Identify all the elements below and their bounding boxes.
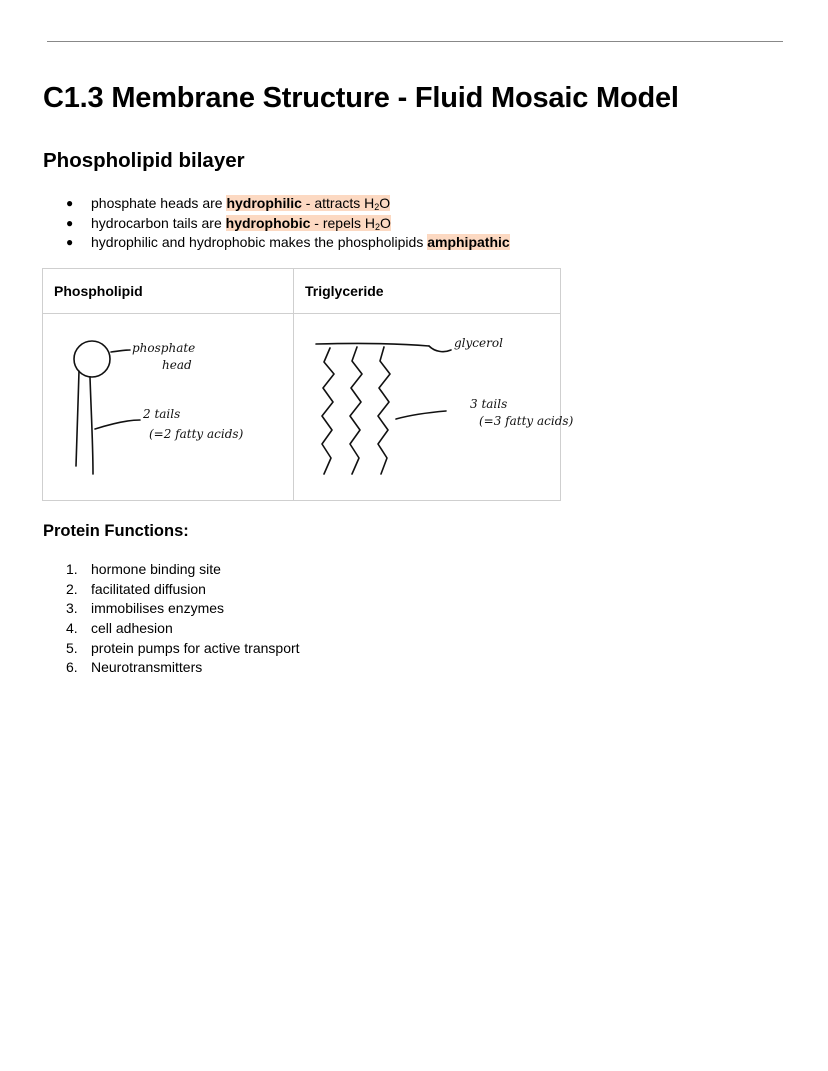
fatty-acids-label: (=2 fatty acids) — [149, 427, 244, 441]
tail-line — [90, 377, 93, 474]
protein-functions-list — [0, 560, 300, 678]
list-item: 2. facilitated diffusion — [66, 580, 206, 597]
fatty-acid-tail — [322, 348, 334, 474]
list-item: ● hydrophilic and hydrophobic makes the phospholipids amphipathic — [0, 233, 510, 253]
table-header-triglyceride: Triglyceride — [305, 283, 384, 299]
pointer-line — [396, 411, 446, 419]
list-item: 1. hormone binding site — [66, 561, 221, 577]
list-item: 6. Neurotransmitters — [66, 659, 203, 676]
highlight-term: amphipathic — [427, 234, 510, 251]
list-item: 5. protein pumps for active transport — [66, 639, 300, 656]
tails-label: 3 tails — [470, 397, 508, 411]
bullet-dot-icon: ● — [66, 235, 74, 250]
pointer-line — [429, 346, 451, 352]
bullet-dot-icon: ● — [66, 215, 74, 230]
fatty-acid-tail — [350, 347, 362, 474]
section-heading: Phospholipid bilayer — [43, 149, 245, 172]
bullet-list — [0, 194, 510, 253]
list-item: ● phosphate heads are hydrophilic - attracts $H_2O$ — [66, 195, 391, 212]
highlight-term: hydrophobic — [225, 214, 311, 231]
table-header-phospholipid: Phospholipid — [54, 283, 143, 299]
protein-functions-heading: Protein Functions: — [43, 522, 189, 540]
glycerol-label: glycerol — [454, 336, 503, 350]
highlight-term: hydrophilic — [226, 195, 302, 211]
tails-label: 2 tails — [143, 407, 181, 421]
list-item: 3. immobilises enzymes — [66, 600, 225, 617]
phospholipid-diagram — [43, 314, 293, 501]
glycerol-backbone — [316, 343, 429, 346]
fatty-acids-label: (=3 fatty acids) — [479, 414, 574, 428]
tail-line — [76, 371, 79, 466]
comparison-table — [42, 268, 574, 501]
list-item: 4. cell adhesion — [66, 620, 173, 637]
bullet-dot-icon: ● — [66, 196, 74, 210]
pointer-line — [111, 350, 130, 352]
triglyceride-diagram — [294, 314, 574, 501]
list-item: ● hydrocarbon tails are hydrophobic - repels $H_2O$ — [66, 214, 391, 232]
fatty-acid-tail — [378, 347, 390, 474]
head-label: head — [162, 358, 192, 372]
top-divider — [47, 41, 783, 42]
page-title: C1.3 Membrane Structure - Fluid Mosaic Model — [43, 82, 679, 114]
phosphate-label: phosphate — [132, 341, 196, 355]
pointer-line — [95, 420, 140, 429]
